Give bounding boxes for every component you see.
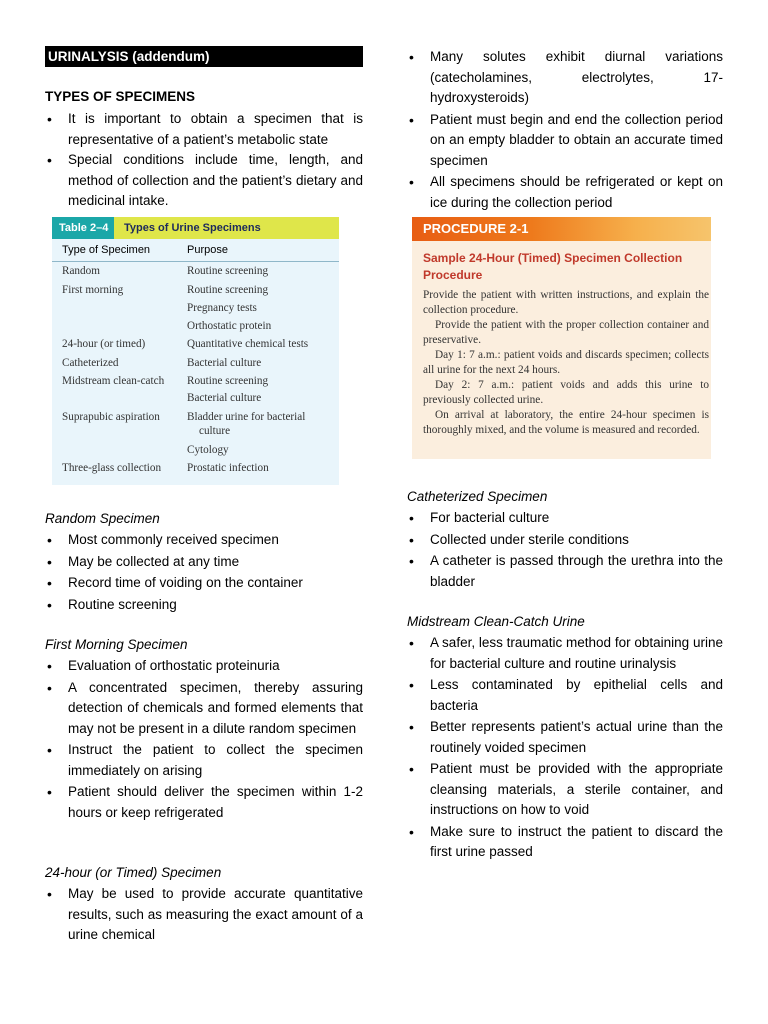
table-cell: 24-hour (or timed) [62,338,146,350]
timed-continued-list [407,47,723,213]
table-cell: Suprapubic aspiration [62,411,160,423]
midstream-list [407,633,723,863]
first-morning-heading: First Morning Specimen [45,637,188,652]
list-item: • A concentrated specimen, thereby assuring detection of chemicals and formed elements that may not be present in a dilute random specimen [45,678,363,740]
table-cell: Midstream clean-catch [62,375,165,387]
list-item: • Patient should deliver the specimen within 1-2 hours or keep refrigerated [45,782,363,823]
table-header-bar [52,217,339,239]
list-item: • Patient must be provided with the appropriate cleansing materials, a sterile container, and instructions on how to void [407,759,723,821]
table-cell: Catheterized [62,357,119,369]
table-cell: culture [199,425,231,437]
procedure-step: Provide the patient with the proper collection container and preservative. [423,319,709,346]
table-cell: Orthostatic protein [187,320,272,332]
procedure-header-bar [412,217,711,241]
timed-list [45,884,363,946]
list-item: • Evaluation of orthostatic proteinuria [45,656,363,677]
list-item: • Most commonly received specimen [45,530,363,551]
intro-list [45,109,363,212]
table-cell: Three-glass collection [62,462,162,474]
table-cell: Routine screening [187,265,269,277]
procedure-step: Day 2: 7 a.m.: patient voids and adds this urine to previously collected urine. [423,379,709,406]
list-item: • Make sure to instruct the patient to discard the first urine passed [407,822,723,863]
procedure-step: On arrival at laboratory, the entire 24-hour specimen is thoroughly mixed, and the volume is measured and recorded. [423,409,709,436]
types-heading: TYPES OF SPECIMENS [45,89,196,104]
catheterized-heading: Catheterized Specimen [407,489,548,504]
table-title: Types of Urine Specimens [124,222,261,234]
procedure-step: Provide the patient with written instructions, and explain the collection procedure. [423,289,709,316]
table-cell: Routine screening [187,284,269,296]
table-cell: Random [62,265,100,277]
timed-heading: 24-hour (or Timed) Specimen [45,865,222,880]
list-item: • Less contaminated by epithelial cells and bacteria [407,675,723,716]
list-item: • Routine screening [45,595,363,616]
table-cell: Bacterial culture [187,392,262,404]
list-item: • Better represents patient’s actual urine than the routinely voided specimen [407,717,723,758]
table-cell: Routine screening [187,375,269,387]
catheterized-list [407,508,723,592]
list-item: • A safer, less traumatic method for obtaining urine for bacterial culture and routine urinalysis [407,633,723,674]
list-item: • Patient must begin and end the collection period on an empty bladder to obtain an accurate timed specimen [407,110,723,172]
table-number: Table 2–4 [52,217,114,239]
list-item: • Special conditions include time, length, and method of collection and the patient’s dietary and medicinal intake. [45,150,363,212]
table-cell: Bladder urine for bacterial [187,411,306,423]
list-item: • It is important to obtain a specimen that is representative of a patient’s metabolic state [45,109,363,150]
procedure-box [412,217,711,459]
procedure-title: Sample 24-Hour (Timed) Specimen Collection Procedure [423,251,683,282]
list-item: • All specimens should be refrigerated or kept on ice during the collection period [407,172,723,213]
list-item: • Many solutes exhibit diurnal variations (catecholamines, electrolytes, 17-hydroxysteroids) [407,47,723,109]
list-item: • Collected under sterile conditions [407,530,723,551]
list-item: • Record time of voiding on the container [45,573,363,594]
column-header-type: Type of Specimen [62,244,151,256]
table-cell: Pregnancy tests [187,302,257,314]
specimen-types-table [52,217,339,485]
procedure-label: PROCEDURE 2-1 [423,221,529,236]
list-item: • A catheter is passed through the urethra into the bladder [407,551,723,592]
column-header-purpose: Purpose [187,244,228,256]
list-item: • May be used to provide accurate quantitative results, such as measuring the exact amount of a urine chemical [45,884,363,946]
random-list [45,530,363,615]
list-item: • May be collected at any time [45,552,363,573]
table-cell: Quantitative chemical tests [187,338,309,350]
midstream-heading: Midstream Clean-Catch Urine [407,614,585,629]
table-cell: Cytology [187,444,229,456]
table-cell: Prostatic infection [187,462,269,474]
table-cell: Bacterial culture [187,357,262,369]
list-item: • For bacterial culture [407,508,723,529]
page-title: URINALYSIS (addendum) [45,46,363,67]
table-column-headers [52,239,339,262]
first-morning-list [45,656,363,823]
random-heading: Random Specimen [45,511,160,526]
table-cell: First morning [62,284,124,296]
list-item: • Instruct the patient to collect the specimen immediately on arising [45,740,363,781]
procedure-body [423,288,709,438]
procedure-step: Day 1: 7 a.m.: patient voids and discards specimen; collects all urine for the next 24 hours. [423,349,709,376]
